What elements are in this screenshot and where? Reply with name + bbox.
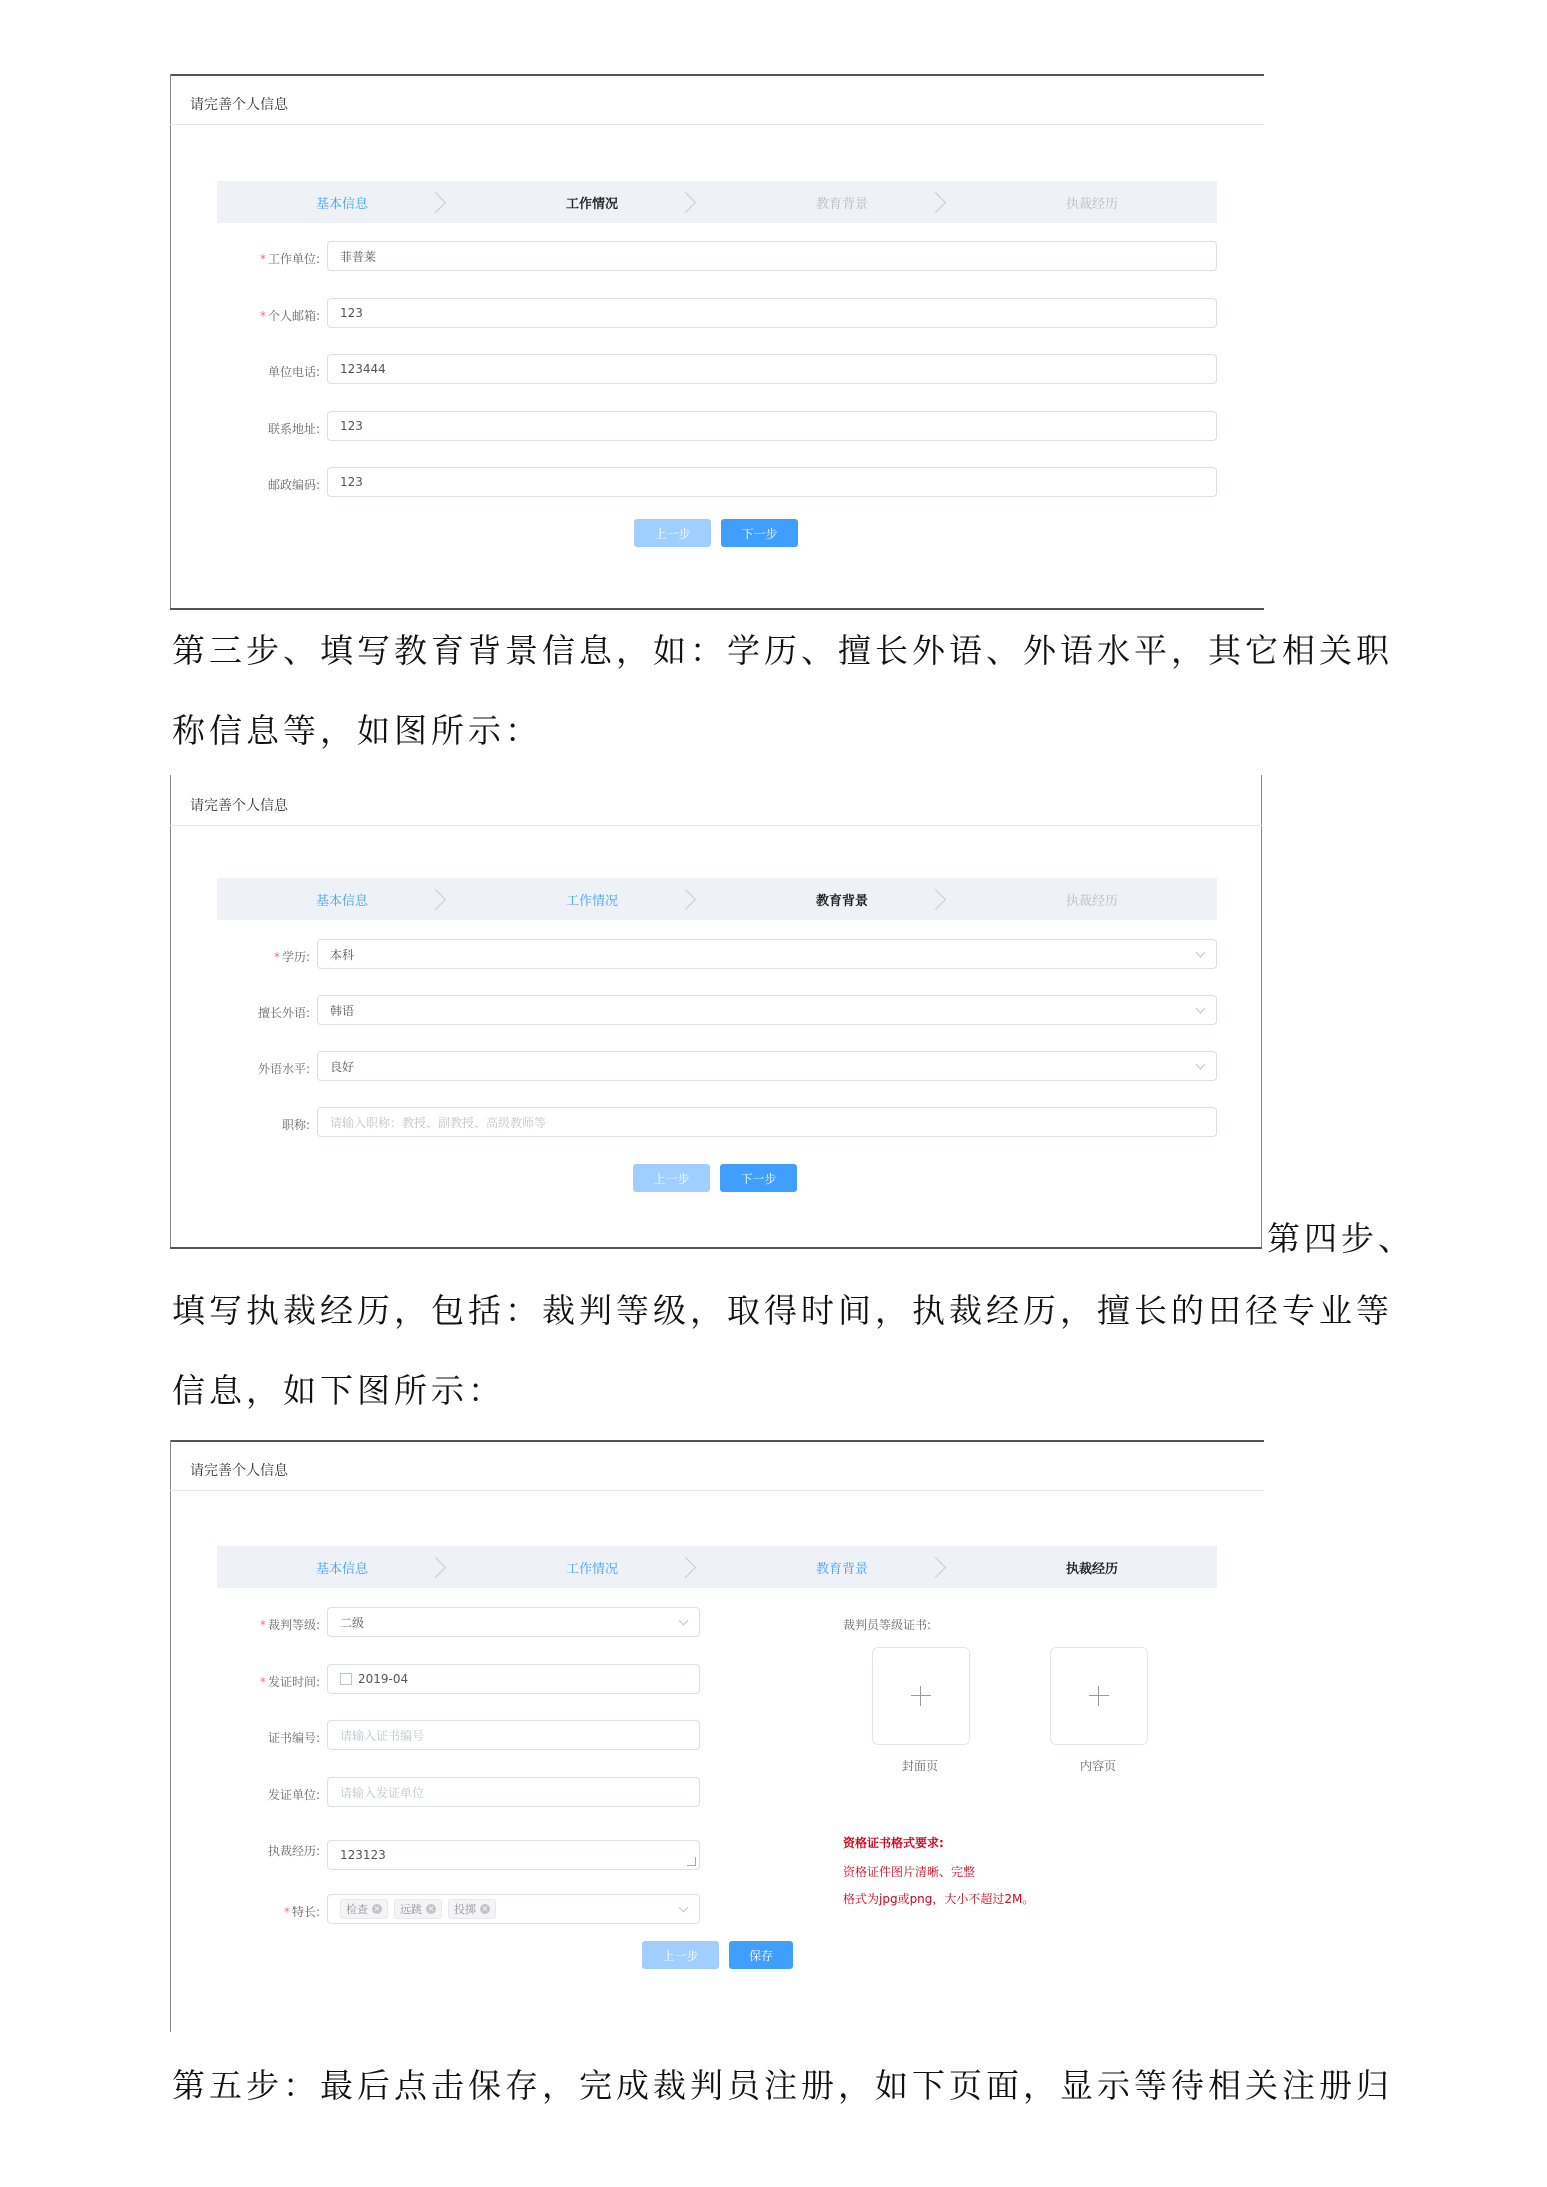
plus-icon bbox=[911, 1695, 931, 1696]
referee-level-select[interactable]: 二级 bbox=[327, 1607, 700, 1637]
step-bar bbox=[217, 878, 1217, 920]
foreign-language-select[interactable]: 韩语 bbox=[317, 995, 1217, 1025]
cert-number-label: 证书编号: bbox=[267, 1731, 320, 1745]
title-input[interactable]: 请输入职称：教授、副教授、高级教师等 bbox=[317, 1107, 1217, 1137]
step-refereeing[interactable]: 执裁经历 bbox=[1065, 1561, 1118, 1577]
issuer-input[interactable]: 请输入发证单位 bbox=[327, 1777, 700, 1807]
plus-icon bbox=[1089, 1695, 1109, 1696]
step5-paragraph-line1: 第五步：最后点击保存，完成裁判员注册，如下页面，显示等待相关注册归 bbox=[172, 2066, 1393, 2105]
step-basic-info[interactable]: 基本信息 bbox=[217, 1546, 467, 1588]
degree-label: * 学历: bbox=[273, 950, 310, 964]
degree-select[interactable]: 本科 bbox=[317, 939, 1217, 969]
issuer-label: 发证单位: bbox=[267, 1788, 320, 1802]
chevron-down-icon bbox=[679, 1616, 689, 1626]
step-work-info[interactable]: 工作情况 bbox=[467, 1546, 717, 1588]
step3-paragraph-line1: 第三步、填写教育背景信息，如：学历、擅长外语、外语水平，其它相关职 bbox=[172, 631, 1393, 670]
step-basic-info[interactable]: 基本信息 bbox=[217, 181, 467, 223]
prev-button[interactable]: 上一步 bbox=[633, 1164, 710, 1192]
chevron-down-icon bbox=[1196, 1004, 1206, 1014]
postcode-input[interactable]: 123 bbox=[327, 467, 1217, 497]
step-basic-info[interactable]: 基本信息 bbox=[217, 878, 467, 920]
cert-requirement-line1: 资格证件图片清晰、完整 bbox=[843, 1865, 976, 1879]
prev-button[interactable]: 上一步 bbox=[642, 1941, 719, 1969]
specialty-label: * 特长: bbox=[283, 1905, 320, 1919]
step-refereeing[interactable]: 执裁经历 bbox=[1065, 196, 1118, 212]
specialty-tag: 远跳 × bbox=[394, 1899, 442, 1919]
referee-level-label: * 裁判等级: bbox=[259, 1618, 320, 1632]
next-button[interactable]: 下一步 bbox=[721, 519, 798, 547]
work-phone-input[interactable]: 123444 bbox=[327, 354, 1217, 384]
chevron-down-icon bbox=[1196, 1060, 1206, 1070]
experience-label: 执裁经历: bbox=[267, 1844, 320, 1858]
chevron-down-icon bbox=[1196, 948, 1206, 958]
address-input[interactable]: 123 bbox=[327, 411, 1217, 441]
step-education[interactable]: 教育背景 bbox=[717, 1546, 967, 1588]
screenshot-education bbox=[170, 775, 1262, 1249]
calendar-icon bbox=[340, 1673, 352, 1685]
specialty-select[interactable] bbox=[327, 1894, 700, 1924]
step-bar bbox=[217, 181, 1217, 223]
step-education[interactable]: 教育背景 bbox=[717, 878, 967, 920]
cert-requirement-line2: 格式为jpg或png，大小不超过2M。 bbox=[843, 1892, 1035, 1906]
step-bar bbox=[217, 1546, 1217, 1588]
upload-cover[interactable] bbox=[872, 1647, 970, 1745]
cert-upload-label: 裁判员等级证书: bbox=[843, 1618, 932, 1632]
cert-number-input[interactable]: 请输入证书编号 bbox=[327, 1720, 700, 1750]
language-level-select[interactable]: 良好 bbox=[317, 1051, 1217, 1081]
resize-handle[interactable] bbox=[687, 1857, 696, 1866]
work-unit-input[interactable]: 菲普莱 bbox=[327, 241, 1217, 271]
step4-paragraph-line2: 信息，如下图所示： bbox=[172, 1371, 505, 1410]
language-level-label: 外语水平: bbox=[257, 1062, 310, 1076]
work-phone-label: 单位电话: bbox=[267, 365, 320, 379]
step-work-info[interactable]: 工作情况 bbox=[467, 878, 717, 920]
work-unit-label: * 工作单位: bbox=[259, 252, 320, 266]
step-work-info[interactable]: 工作情况 bbox=[467, 181, 717, 223]
chevron-down-icon bbox=[679, 1903, 689, 1913]
step4-paragraph-line0: 第四步、 bbox=[1267, 1219, 1415, 1258]
screenshot-refereeing bbox=[170, 1440, 1264, 2032]
close-icon[interactable]: × bbox=[481, 1904, 489, 1913]
next-button[interactable]: 下一步 bbox=[720, 1164, 797, 1192]
upload-content[interactable] bbox=[1050, 1647, 1148, 1745]
experience-textarea[interactable]: 123123 bbox=[327, 1840, 700, 1870]
postcode-label: 邮政编码: bbox=[267, 478, 320, 492]
address-label: 联系地址: bbox=[267, 422, 320, 436]
upload-content-caption: 内容页 bbox=[1079, 1759, 1116, 1773]
email-label: * 个人邮箱: bbox=[259, 309, 320, 323]
issue-date-label: * 发证时间: bbox=[259, 1675, 320, 1689]
foreign-language-label: 擅长外语: bbox=[257, 1006, 310, 1020]
step-education[interactable]: 教育背景 bbox=[717, 181, 967, 223]
email-input[interactable]: 123 bbox=[327, 298, 1217, 328]
form-title: 请完善个人信息 bbox=[190, 798, 288, 814]
save-button[interactable]: 保存 bbox=[729, 1941, 793, 1969]
screenshot-work-info bbox=[170, 74, 1264, 610]
form-title: 请完善个人信息 bbox=[190, 1463, 288, 1479]
form-title: 请完善个人信息 bbox=[190, 97, 288, 113]
cert-requirement-title: 资格证书格式要求: bbox=[843, 1836, 944, 1850]
specialty-tag: 检查 × bbox=[340, 1899, 388, 1919]
specialty-tag: 投掷 × bbox=[448, 1899, 496, 1919]
step4-paragraph-line1: 填写执裁经历，包括：裁判等级，取得时间，执裁经历，擅长的田径专业等 bbox=[172, 1291, 1393, 1330]
issue-date-picker[interactable]: 2019-04 bbox=[327, 1664, 700, 1694]
prev-button[interactable]: 上一步 bbox=[634, 519, 711, 547]
title-label: 职称: bbox=[281, 1118, 310, 1132]
step-refereeing[interactable]: 执裁经历 bbox=[1065, 893, 1118, 909]
step3-paragraph-line2: 称信息等，如图所示： bbox=[172, 711, 542, 750]
upload-cover-caption: 封面页 bbox=[901, 1759, 938, 1773]
close-icon[interactable]: × bbox=[373, 1904, 381, 1913]
close-icon[interactable]: × bbox=[427, 1904, 435, 1913]
